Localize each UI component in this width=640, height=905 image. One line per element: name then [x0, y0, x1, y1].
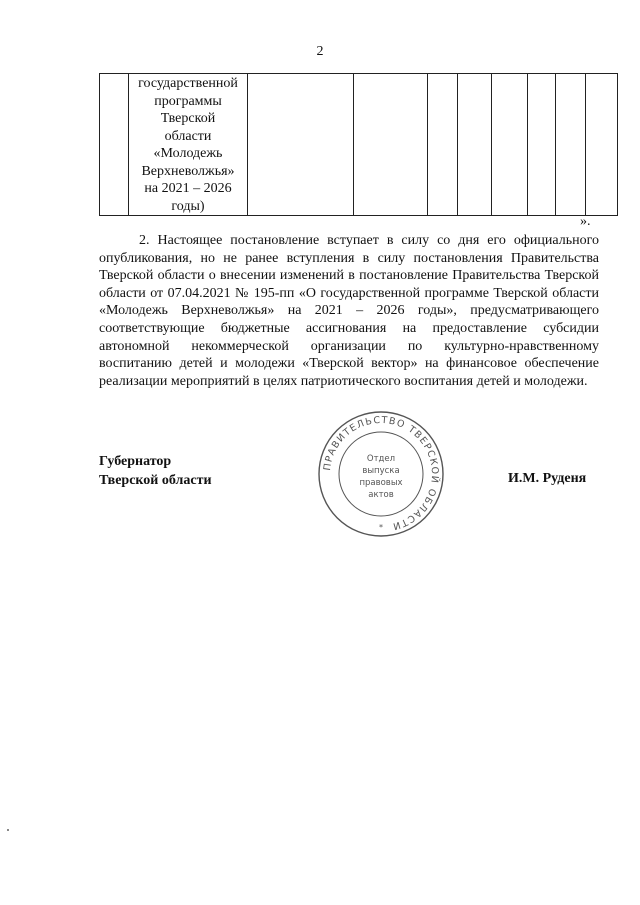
program-name-cell: государственной программы Тверской области «Молодежь Верхневолжья» на 2021 – 2026 годы) — [138, 76, 238, 214]
stamp-center-line-2: выпуска — [362, 466, 400, 476]
stamp-star: * — [379, 523, 383, 532]
stamp-center-line-1: Отдел — [366, 454, 396, 464]
page-number: 2 — [316, 44, 324, 59]
scan-speck — [7, 829, 9, 831]
table-cell — [458, 74, 492, 216]
closing-quote: ». — [580, 214, 591, 229]
table-cell — [129, 74, 248, 216]
table-cell — [428, 74, 458, 216]
continuation-table — [99, 73, 618, 216]
table-cell — [354, 74, 428, 216]
official-stamp — [315, 408, 447, 540]
signature-title-line-1: Губернатор — [99, 454, 172, 469]
table-row — [100, 74, 618, 216]
table-cell — [248, 74, 354, 216]
signature-title — [99, 452, 212, 490]
table-cell — [100, 74, 129, 216]
table-cell — [556, 74, 586, 216]
table-cell — [586, 74, 618, 216]
stamp-ring-text: ПРАВИТЕЛЬСТВО ТВЕРСКОЙ ОБЛАСТИ — [322, 414, 441, 532]
table-cell — [492, 74, 528, 216]
signature-name: И.М. Руденя — [508, 471, 587, 486]
stamp-center-line-3: правовых — [359, 478, 403, 488]
table-cell — [528, 74, 556, 216]
stamp-center-line-4: актов — [368, 490, 394, 500]
section-2-paragraph: 2. Настоящее постановление вступает в силу со дня его официального опубликования, но не ранее вступления в силу постановления Правительства Тверской области о внесении изменений в постановление Правительства Тверской области от 07.04.2021 № 195-пп «О государственной программе Тверской области «Молодежь Верхневолжья» на 2021 – 2026 годы», предусматривающего соответствующие бюджетные ассигнования на предоставление субсидии автономной некоммерческой организации по культурно-нравственному воспитанию детей и молодежи «Тверской вектор» на финансовое обеспечение реализации мероприятий в целях патриотического воспитания детей и молодежи. — [99, 233, 599, 389]
signature-title-line-2: Тверской области — [99, 473, 212, 488]
